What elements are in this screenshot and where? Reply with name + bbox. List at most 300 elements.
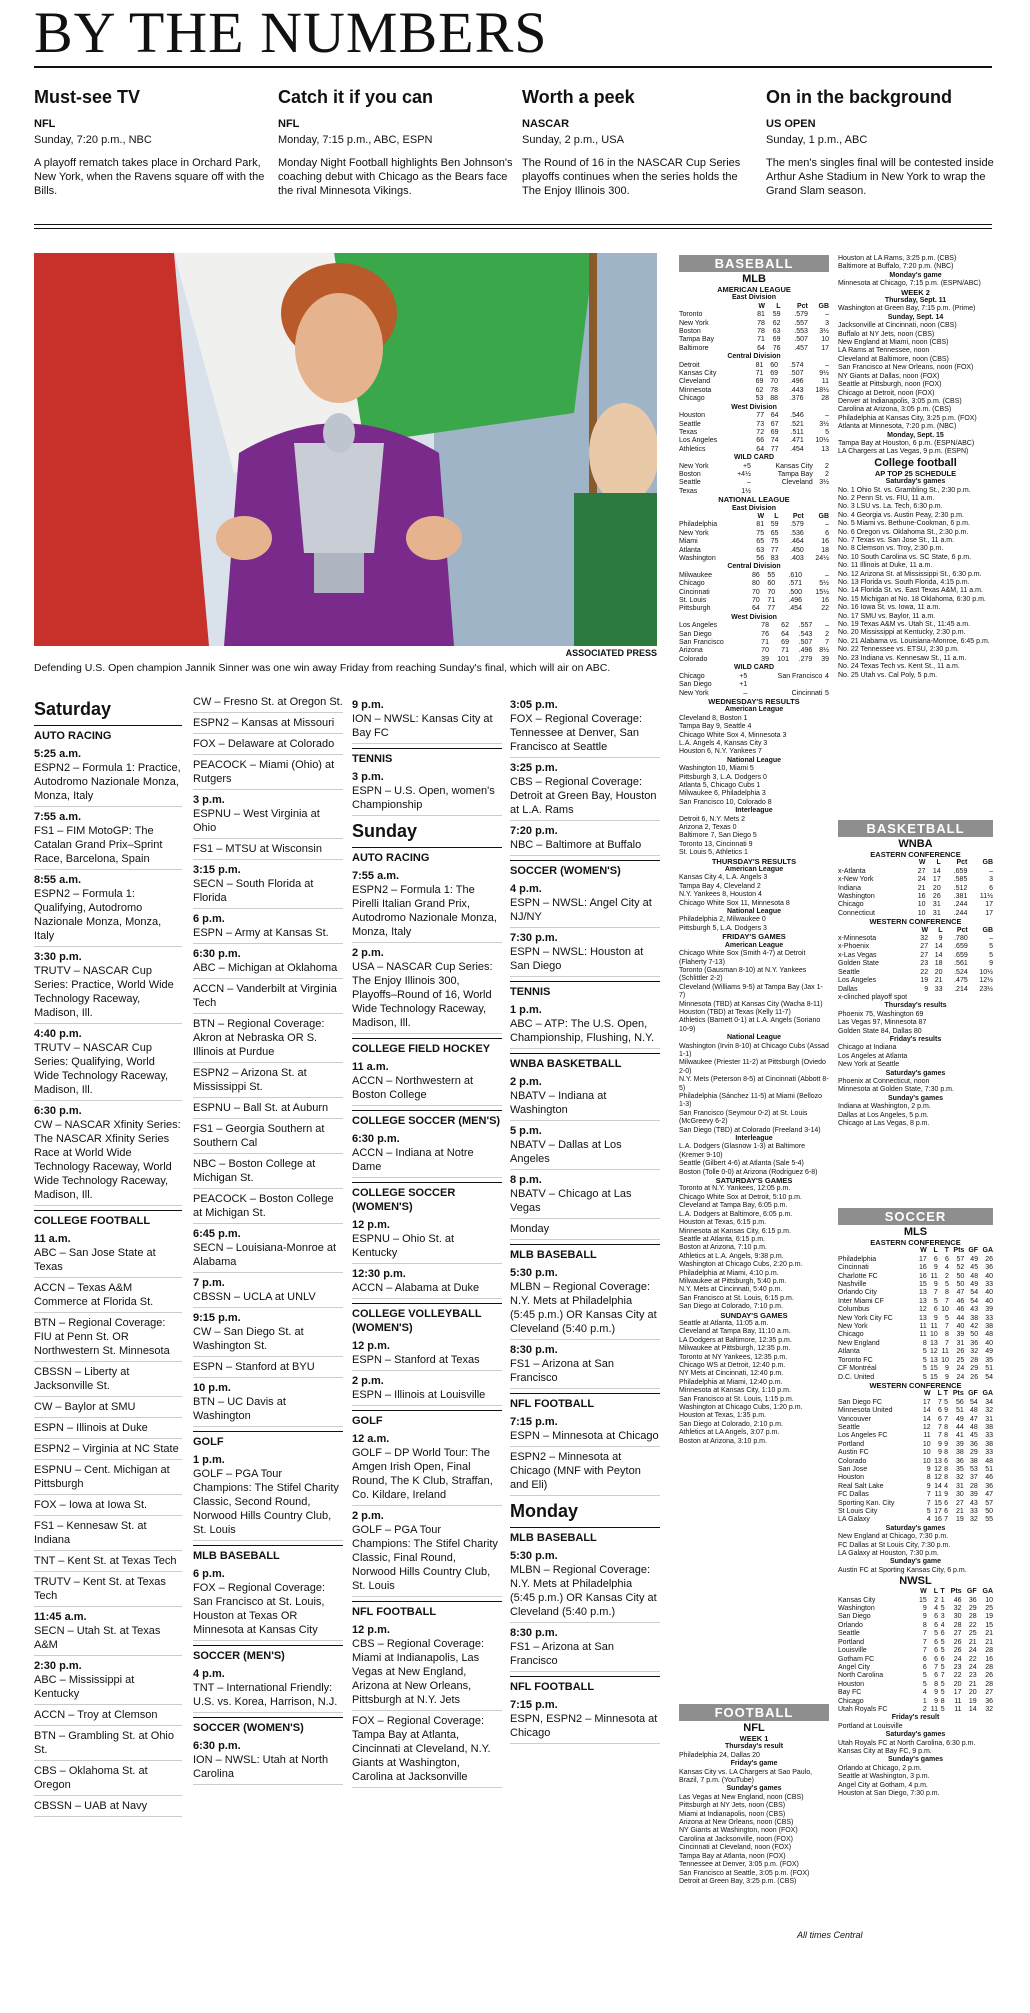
team-cell: Utah Royals FC [838, 1705, 888, 1713]
team-cell: Boston [679, 328, 701, 336]
time-slot: 7 p.m. [193, 1277, 225, 1289]
result-line: No. 2 Penn St. vs. FIU, 11 a.m. [838, 494, 935, 502]
team-cell: Baltimore [679, 344, 709, 352]
stat-cell: 78 [757, 328, 765, 336]
football-section-bar: FOOTBALL [679, 1704, 829, 1721]
result-line: No. 12 Arizona St. at Mississippi St., 6:30 p.m. [838, 570, 982, 578]
stat-cell: 53 [755, 395, 764, 403]
stat-cell: 5 [922, 1373, 927, 1381]
stat-cell: 5 [940, 1605, 945, 1613]
time-slot: 7:15 p.m. [510, 1416, 558, 1428]
stat-cell: 67 [770, 420, 779, 428]
stat-cell: 16 [918, 1272, 927, 1280]
result-line: Chicago White Sox (Smith 4-7) at Detroit (Flaherty 7-13) [679, 950, 806, 966]
division-label: Friday's game [730, 1760, 778, 1768]
result-line: Baltimore 7, San Diego 5 [679, 832, 757, 840]
result-line: Tennessee at Denver, 3:05 p.m. (FOX) [679, 1861, 799, 1869]
stat-cell: 38 [985, 1323, 993, 1331]
feature-description: A playoff rematch takes place in Orchard Park, New York, when the Ravens square off with the Bills. [34, 157, 265, 197]
stat-cell: 5 [825, 428, 829, 436]
stat-cell: .574 [789, 361, 804, 369]
result-line: Athletics at LA Angels, 3:07 p.m. [679, 1429, 780, 1437]
team-cell: Texas [679, 428, 698, 436]
stat-cell: 60 [767, 580, 776, 588]
stat-cell: 22 [821, 605, 829, 613]
division-label: WILD CARD [733, 454, 775, 462]
team-cell: Cincinnati [838, 1264, 869, 1272]
stat-cell: 77 [767, 605, 776, 613]
stat-cell: 49 [970, 1281, 979, 1289]
stat-cell: 40 [985, 1289, 993, 1297]
stat-cell: 70 [751, 588, 760, 596]
feature-heading: Must-see TV [34, 87, 141, 107]
stat-cell: 5 [989, 943, 993, 951]
stat-cell: .557 [794, 319, 808, 327]
stat-cell: 22 [953, 1672, 962, 1680]
table-row [838, 986, 993, 994]
stat-cell: 46 [953, 1596, 962, 1604]
listing: CBS – Regional Coverage: Miami at Indianapolis, Las Vegas at New England, Arizona at New Orleans, Pittsburgh at N.Y. Jets [352, 1637, 502, 1711]
time-slot: 8:30 p.m. [510, 1344, 558, 1356]
table-row [838, 1613, 993, 1621]
division-label: Sunday's games [888, 1094, 943, 1102]
stat-cell: 32 [970, 1348, 979, 1356]
stat-cell: 36 [985, 1482, 993, 1490]
stat-cell: – [825, 622, 829, 630]
time-slot: 5:25 a.m. [34, 748, 82, 760]
stat-cell: +5 [742, 462, 751, 470]
team-cell: San Jose [838, 1465, 868, 1473]
division-label: Thursday's result [724, 1743, 784, 1751]
table-row [838, 943, 993, 951]
result-line: Boston at Arizona, 7:10 p.m. [679, 1244, 767, 1252]
team-cell: Los Angeles FC [838, 1432, 888, 1440]
team-cell: Minnesota [679, 386, 712, 394]
listing: ESPNU – Ball St. at Auburn [193, 1101, 343, 1119]
stat-cell: 31 [956, 1339, 965, 1347]
subheading: WESTERN CONFERENCE [869, 1380, 962, 1390]
result-line: No. 14 Florida St. vs. East Texas A&M, 11 a.m. [838, 587, 983, 595]
stat-cell: 8 [944, 1331, 949, 1339]
stat-cell: 101 [777, 655, 789, 663]
sport-heading: COLLEGE VOLLEYBALL (WOMEN'S) [352, 1303, 502, 1335]
team-cell: D.C. United [838, 1373, 875, 1381]
result-line: St. Louis 5, Athletics 1 [679, 849, 748, 857]
tv-listings-column-1 [34, 695, 182, 1820]
stat-cell: 9 [926, 1482, 931, 1490]
team-cell [838, 1390, 919, 1398]
table-row [679, 345, 829, 353]
result-line: No. 20 Mississippi at Kentucky, 2:30 p.m. [838, 629, 966, 637]
time-slot: 12:30 p.m. [352, 1268, 406, 1280]
team-cell: Pittsburgh [679, 605, 711, 613]
result-line: x-clinched playoff spot [838, 993, 908, 1001]
stat-cell: 47 [956, 1289, 965, 1297]
table-row [838, 1298, 993, 1306]
stat-cell: .512 [953, 884, 968, 892]
table-row [838, 977, 993, 985]
result-line: Boston at Arizona, 3:10 p.m. [679, 1437, 767, 1445]
stat-cell: 2 [825, 630, 829, 638]
stat-cell: Pct [956, 859, 968, 867]
result-line: Phoenix 75, Washington 69 [838, 1010, 924, 1018]
stat-cell: 1½ [741, 487, 751, 495]
stat-cell: 12 [930, 1348, 938, 1356]
stat-cell: 24 [917, 876, 926, 884]
stat-cell: 21 [968, 1638, 977, 1646]
table-row [679, 378, 829, 386]
team-cell: x-Phoenix [838, 943, 870, 951]
stat-cell: 14 [932, 867, 941, 875]
stat-cell: 6 [944, 1508, 949, 1515]
stat-cell: 26 [953, 1638, 962, 1646]
stat-cell: 60 [770, 361, 779, 369]
stat-cell: 80 [751, 580, 760, 588]
result-line: Tampa Bay 9, Seattle 4 [679, 723, 752, 731]
stat-cell: L [774, 512, 779, 520]
stat-cell: 17 [821, 344, 829, 352]
sport-heading: MLB BASEBALL [510, 1244, 660, 1262]
tv-listings-column-2 [193, 695, 343, 1788]
stat-cell: 7 [937, 1398, 942, 1406]
listing: ESPN2 – Formula 1: Qualifying, Autodromo Nazionale Monza, Monza, Italy [34, 887, 182, 947]
stat-cell: GB [982, 859, 993, 867]
stat-cell: 32 [970, 1516, 978, 1524]
stat-cell: 5 [940, 1638, 945, 1646]
stat-cell: 6 [940, 1630, 945, 1638]
listing: ESPN – Illinois at Louisville [352, 1388, 502, 1406]
stat-cell: 69 [770, 370, 779, 378]
stat-cell: 21 [968, 1680, 977, 1688]
sport-heading: WNBA BASKETBALL [510, 1053, 660, 1071]
stat-cell: 16 [934, 1516, 942, 1524]
stat-cell: 71 [781, 647, 789, 655]
result-line: Atlanta at Minnesota, 7:20 p.m. (NBC) [838, 423, 957, 431]
stat-cell: 24 [968, 1647, 977, 1655]
stat-cell: 3½ [819, 328, 829, 336]
stat-cell: 32 [920, 935, 929, 943]
sport-heading: NFL FOOTBALL [510, 1393, 660, 1411]
stat-cell: 9 [944, 1373, 949, 1381]
division-label: Thursday's results [884, 1002, 947, 1010]
stat-cell: 17 [934, 1508, 942, 1515]
table-row [838, 1483, 993, 1491]
result-line: No. 10 South Carolina vs. SC State, 6 p.m. [838, 553, 972, 561]
team-cell: Portland [838, 1440, 865, 1448]
stat-cell: 63 [756, 546, 765, 554]
listing: ACCN – Texas A&M Commerce at Florida St. [34, 1281, 182, 1313]
time-slot: 11:45 a.m. [34, 1611, 87, 1623]
stat-cell: 48 [970, 1423, 978, 1431]
stat-cell: GF [968, 1247, 979, 1255]
stat-cell: 8 [944, 1289, 949, 1297]
stat-cell: 70 [770, 378, 779, 386]
table-row [838, 876, 993, 884]
time-slot: 12 p.m. [352, 1219, 390, 1231]
listing: CBSSN – Liberty at Jacksonville St. [34, 1365, 182, 1397]
stat-cell: – [825, 311, 829, 319]
stat-cell: 69 [755, 378, 764, 386]
league-heading: NWSL [899, 1575, 932, 1588]
table-row [679, 395, 829, 403]
time-slot: 1 p.m. [193, 1454, 225, 1466]
stat-cell: Cincinnati [791, 689, 823, 697]
stat-cell: 51 [955, 1407, 964, 1415]
soccer-standings [838, 1226, 993, 1798]
stat-cell: 39 [821, 655, 829, 663]
result-line: Toronto 13, Cincinnati 9 [679, 840, 753, 848]
stat-cell: 11 [941, 1348, 949, 1356]
listing: ACCN – Troy at Clemson [34, 1708, 182, 1726]
time-slot: 6:30 p.m. [34, 1105, 82, 1117]
team-cell: Milwaukee [679, 571, 713, 579]
table-row [838, 1664, 993, 1672]
table-row [838, 1647, 993, 1655]
time-slot: 7:15 p.m. [510, 1699, 558, 1711]
stat-cell: 47 [985, 1491, 993, 1499]
stat-cell: 5 [922, 1680, 927, 1688]
table-row [838, 952, 993, 960]
stat-cell: 56 [955, 1398, 964, 1406]
team-cell: Houston [679, 412, 706, 420]
result-line: Philadelphia at Miami, 4:10 p.m. [679, 1269, 779, 1277]
stat-cell: W [920, 1247, 927, 1255]
stat-cell: San Francisco [777, 672, 823, 680]
stat-cell: 50 [985, 1508, 993, 1515]
result-line: LA Galaxy at Houston, 7:30 p.m. [838, 1550, 939, 1558]
stat-cell: 11 [821, 378, 829, 386]
result-line: New England at Chicago, 7:30 p.m. [838, 1533, 949, 1541]
stat-cell: 6 [937, 1407, 942, 1415]
stat-cell: 13 [918, 1289, 927, 1297]
time-slot: 5 p.m. [510, 1125, 542, 1137]
stat-cell: GB [818, 512, 829, 520]
result-line: Orlando at Chicago, 2 p.m. [838, 1764, 922, 1772]
team-cell: x-Minnesota [838, 935, 877, 943]
listing: ABC – Michigan at Oklahoma [193, 961, 343, 979]
time-slot: 4:40 p.m. [34, 1028, 82, 1040]
league-heading: MLB [742, 273, 766, 285]
top-feature-3 [522, 86, 758, 198]
stat-cell: Pct [796, 302, 808, 310]
stat-cell: 13 [930, 1356, 938, 1364]
feature-description: The Round of 16 in the NASCAR Cup Series playoffs continues when the series holds the The Enjoy Illinois 300. [522, 157, 741, 197]
team-cell: Colorado [679, 655, 708, 663]
stat-cell: 23 [953, 1663, 962, 1671]
stat-cell: 6 [934, 1655, 939, 1663]
listing: FS1 – FIM MotoGP: The Catalan Grand Prix–Sprint Race, Barcelona, Spain [34, 824, 182, 870]
stat-cell: L [933, 1588, 939, 1596]
stat-cell: 13 [821, 445, 829, 453]
result-line: N.Y. Mets (Peterson 8-5) at Cincinnati (Abbott 8-5) [679, 1076, 829, 1092]
stat-cell: – [825, 571, 829, 579]
stat-cell: .471 [790, 437, 804, 445]
table-row [679, 387, 829, 395]
stat-cell: 5 [922, 1348, 927, 1356]
result-line: San Francisco at Seattle, 3:05 p.m. (FOX) [679, 1869, 810, 1877]
stat-cell: 6 [922, 1655, 927, 1663]
stat-cell: 4 [926, 1516, 931, 1524]
division-label: American League [724, 706, 784, 714]
stat-cell: 7 [926, 1491, 931, 1499]
stat-cell: 15 [918, 1281, 927, 1289]
listing: FOX – Regional Coverage: Tampa Bay at Atlanta, Cincinnati at Cleveland, N.Y. Giants at Washington, Carolina at Jacksonville [352, 1714, 502, 1788]
time-slot: 6:30 p.m. [193, 948, 241, 960]
team-cell: Dallas [838, 985, 858, 993]
stat-cell: 69 [781, 639, 789, 647]
listing: ESPNU – Cent. Michigan at Pittsburgh [34, 1463, 182, 1495]
result-line: San Francisco at New Orleans, noon (FOX) [838, 364, 974, 372]
listing: SECN – Utah St. at Texas A&M [34, 1624, 182, 1656]
stat-cell: 11 [954, 1705, 962, 1713]
stat-cell: .511 [790, 428, 804, 436]
stat-cell: 40 [985, 1339, 993, 1347]
stat-cell: 75 [756, 529, 765, 537]
stat-cell: 31 [955, 1482, 964, 1490]
stat-cell: 21 [985, 1630, 993, 1638]
stat-cell: .475 [954, 977, 968, 985]
stat-cell: .381 [953, 893, 968, 901]
table-row [679, 681, 829, 689]
table-row [838, 1281, 993, 1289]
stat-cell: 76 [772, 344, 781, 352]
stat-cell: 6 [934, 1647, 939, 1655]
stat-cell: 8 [944, 1465, 949, 1473]
stat-cell: .496 [789, 378, 804, 386]
team-cell: CF Montréal [838, 1365, 877, 1373]
subheading: AMERICAN LEAGUE [717, 285, 791, 294]
stat-cell: 27 [917, 867, 926, 875]
result-line: No. 15 Michigan at No. 18 Oklahoma, 6:30 p.m. [838, 595, 986, 603]
top-feature-4 [766, 86, 1002, 198]
result-line: Washington (Irvin 8-10) at Chicago Cubs (Assad 1-1) [679, 1042, 829, 1058]
stat-cell: 20 [934, 968, 943, 976]
stat-cell: 2 [825, 462, 829, 470]
time-slot: 5:30 p.m. [510, 1267, 558, 1279]
stat-cell: 6 [989, 884, 993, 892]
result-line: LA Dodgers at Baltimore, 12:35 p.m. [679, 1336, 792, 1344]
listing: FS1 – MTSU at Wisconsin [193, 842, 343, 860]
listing: FS1 – Arizona at San Francisco [510, 1640, 660, 1672]
result-line: Buffalo at NY Jets, noon (CBS) [838, 330, 935, 338]
result-line: Denver at Indianapolis, 3:05 p.m. (CBS) [838, 397, 962, 405]
stat-cell: .659 [954, 951, 968, 959]
division-label: Interleague [735, 1135, 773, 1143]
listing: ESPN2 – Arizona St. at Mississippi St. [193, 1066, 343, 1098]
soccer-section-bar: SOCCER [838, 1208, 993, 1225]
result-line: Toronto at NY Yankees, 12:35 p.m. [679, 1353, 788, 1361]
team-cell [838, 1247, 916, 1255]
stat-cell: 17 [932, 876, 941, 884]
time-slot: 3:05 p.m. [510, 699, 558, 711]
table-row [679, 471, 829, 479]
stat-cell: 8 [934, 1680, 939, 1688]
stat-cell: 33 [985, 1449, 993, 1457]
division-label: Central Division [727, 563, 781, 571]
result-line: No. 25 Utah vs. Cal Poly, 5 p.m. [838, 671, 938, 679]
division-label: West Division [731, 613, 777, 621]
stat-cell: .450 [790, 546, 804, 554]
team-cell: Seattle [838, 968, 860, 976]
division-label: East Division [732, 504, 776, 512]
result-line: N.Y. Yankees 8, Houston 4 [679, 891, 762, 899]
table-row [679, 421, 829, 429]
time-slot: 7:55 a.m. [34, 811, 82, 823]
stat-cell: 5 [940, 1663, 945, 1671]
team-cell: Kansas City [679, 370, 717, 378]
photo-caption: Defending U.S. Open champion Jannik Sinner was one win away Friday from reaching Sunday's final, which will air on ABC. [34, 662, 611, 674]
time-slot: 3:25 p.m. [510, 762, 558, 774]
table-row [838, 868, 993, 876]
table-row [838, 1474, 993, 1482]
table-row [679, 479, 829, 487]
stat-cell: 5 [940, 1689, 945, 1697]
result-line: Angel City at Gotham, 4 p.m. [838, 1781, 928, 1789]
stat-cell: 18½ [815, 386, 829, 394]
stat-cell: 36 [985, 1697, 993, 1705]
listing: ESPN – NWSL: Houston at San Diego [510, 945, 660, 977]
features-rule [34, 224, 992, 225]
stat-cell: 48 [985, 1331, 993, 1339]
stat-cell: 76 [761, 630, 769, 638]
baseball-section-bar: BASEBALL [679, 255, 829, 272]
stat-cell: 9½ [819, 370, 829, 378]
listing: ESPN – Stanford at BYU [193, 1360, 343, 1378]
listing: GOLF – PGA Tour Champions: The Stifel Charity Classic, Second Round, Norwood Hills Country Club, St. Louis [193, 1467, 343, 1541]
result-line: NY Mets at Cincinnati, 12:40 p.m. [679, 1370, 784, 1378]
stat-cell: 7 [922, 1638, 927, 1646]
time-slot: 3 p.m. [352, 771, 384, 783]
stat-cell: 50 [956, 1272, 965, 1280]
listing: TNT – Kent St. at Texas Tech [34, 1554, 182, 1572]
team-cell: New York [679, 319, 709, 327]
result-line: Seattle at Pittsburgh, noon (FOX) [838, 381, 942, 389]
listing: ESPN2 – Formula 1: Practice, Autodromo Nazionale Monza, Monza, Italy [34, 761, 182, 807]
division-label: Saturday's games [885, 1731, 946, 1739]
stat-cell: 36 [970, 1440, 978, 1448]
stat-cell: 38 [970, 1457, 978, 1465]
stat-cell: 16 [917, 893, 926, 901]
top-feature-1 [34, 86, 270, 198]
stat-cell: 3½ [819, 479, 829, 487]
stat-cell: 14 [934, 1482, 942, 1490]
stat-cell: 9 [922, 1613, 927, 1621]
stat-cell: 10½ [815, 437, 829, 445]
result-line: Cleveland (Williams 9-5) at Tampa Bay (Jax 1-7) [679, 983, 823, 1000]
league-heading: WNBA [898, 838, 933, 850]
result-line: No. 11 Illinois at Duke, 11 a.m. [838, 562, 933, 570]
result-line: No. 16 Iowa St. vs. Iowa, 11 a.m. [838, 604, 941, 612]
result-line: L.A. Dodgers at Baltimore, 6:05 p.m. [679, 1210, 793, 1218]
day-heading: Sunday [352, 821, 418, 841]
stat-cell: 8 [926, 1474, 931, 1482]
result-line: Minnesota at Kansas City, 1:10 p.m. [679, 1387, 791, 1395]
team-cell: Los Angeles [679, 437, 718, 445]
team-cell: Houston [838, 1474, 865, 1482]
table-row [838, 1698, 993, 1706]
division-label: West Division [731, 403, 777, 411]
division-label: WILD CARD [733, 664, 775, 672]
stat-cell: – [743, 689, 748, 697]
team-cell: Charlotte FC [838, 1272, 878, 1280]
stat-cell: 10½ [979, 968, 993, 976]
table-row [679, 673, 829, 681]
listing: ACCN – Alabama at Duke [352, 1281, 502, 1299]
stat-cell: .464 [790, 538, 804, 546]
stat-cell: 5 [940, 1705, 945, 1713]
stat-cell: 44 [955, 1423, 964, 1431]
stat-cell: 3 [940, 1613, 945, 1621]
